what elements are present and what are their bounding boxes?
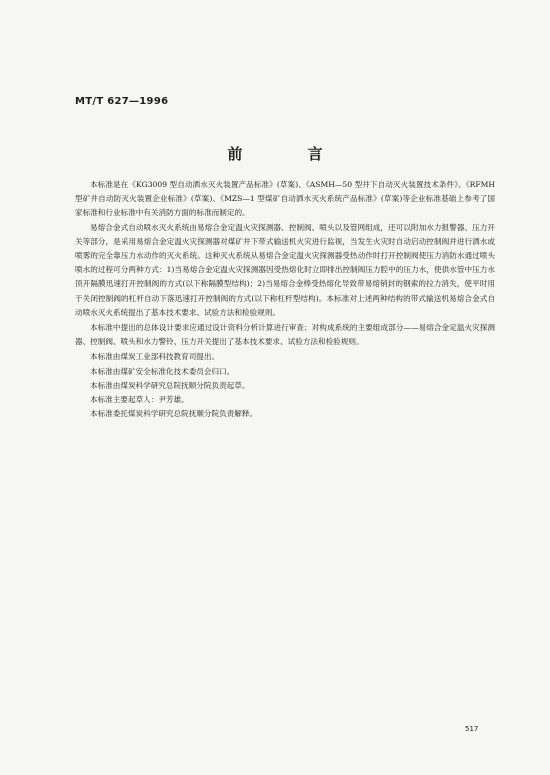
paragraph-interpretation: 本标准委托煤炭科学研究总院抚顺分院负责解释。 [90,409,258,419]
page-number: 517 [465,725,479,733]
paragraph-system-description: 易熔合金式自动喷水灭火系统由易熔合金定温火灾探测器、控制阀、喷头以及管网组成，还可以附加水力报警器、压力开关等部分，是采用易熔合金定温火灾探测器对煤矿井下带式输送机火灾进行监视，当发生火灾时自动启动控制阀并进行洒水或喷雾的完全靠压力水动作的灭火系统。这种灭火系统从易熔合金定温火灾探测器受热动作时打开控制阀使压力消防水通过喷头喷水的过程可分两种方式：1)当易熔合金定温火灾探测器因受热熔化时立即排出控制阀压力腔中的压力水，使供水管中压力水顶开隔膜迅速打开控制阀的方式(以下称隔膜型结构)；2)当易熔合金棒受热熔化导致带易熔销封的钢索的拉力消失，使平时用于关闭控制阀的杠杆自动下落迅速打开控制阀的方式(以下称杠杆型结构)。本标准对上述两种结构的带式输送机易熔合金式自动喷水灭火系统提出了基本技术要求、试验方法和检验规则。 [75,222,495,317]
paragraph-drafted-by: 本标准由煤炭科学研究总院抚顺分院负责起草。 [90,380,250,390]
paragraph-centralized-by: 本标准由煤矿安全标准化技术委员会归口。 [90,366,235,376]
paragraph-basis: 本标准是在《KG3009 型自动洒水灭火装置产品标准》(草案)、《ASMH—50 型井下自动灭火装置技术条件》、《RFMH 型矿井自动防灭火装置企业标准》(草案)、《MZS—1 型煤矿自动洒水灭火系统产品标准》(草案)等企业标准基础上参考了国家标准和行业标准中有关消防方面的标准而制定的。 [75,180,495,218]
foreword-body [75,178,495,421]
page-title: 前 言 [227,145,353,163]
paragraph-design-requirements: 本标准中提出的总体设计要求应通过设计资料分析计算进行审查；对构成系统的主要组成部分——易熔合金定温火灾探测器、控制阀、喷头和水力警铃、压力开关提出了基本技术要求、试验方法和检验规则。 [75,323,495,347]
paragraph-main-drafter: 本标准主要起草人：尹芳雄。 [90,395,189,405]
paragraph-proposed-by: 本标准由煤炭工业部科技教育司提出。 [90,352,220,362]
standard-code: MT/T 627—1996 [75,96,169,107]
